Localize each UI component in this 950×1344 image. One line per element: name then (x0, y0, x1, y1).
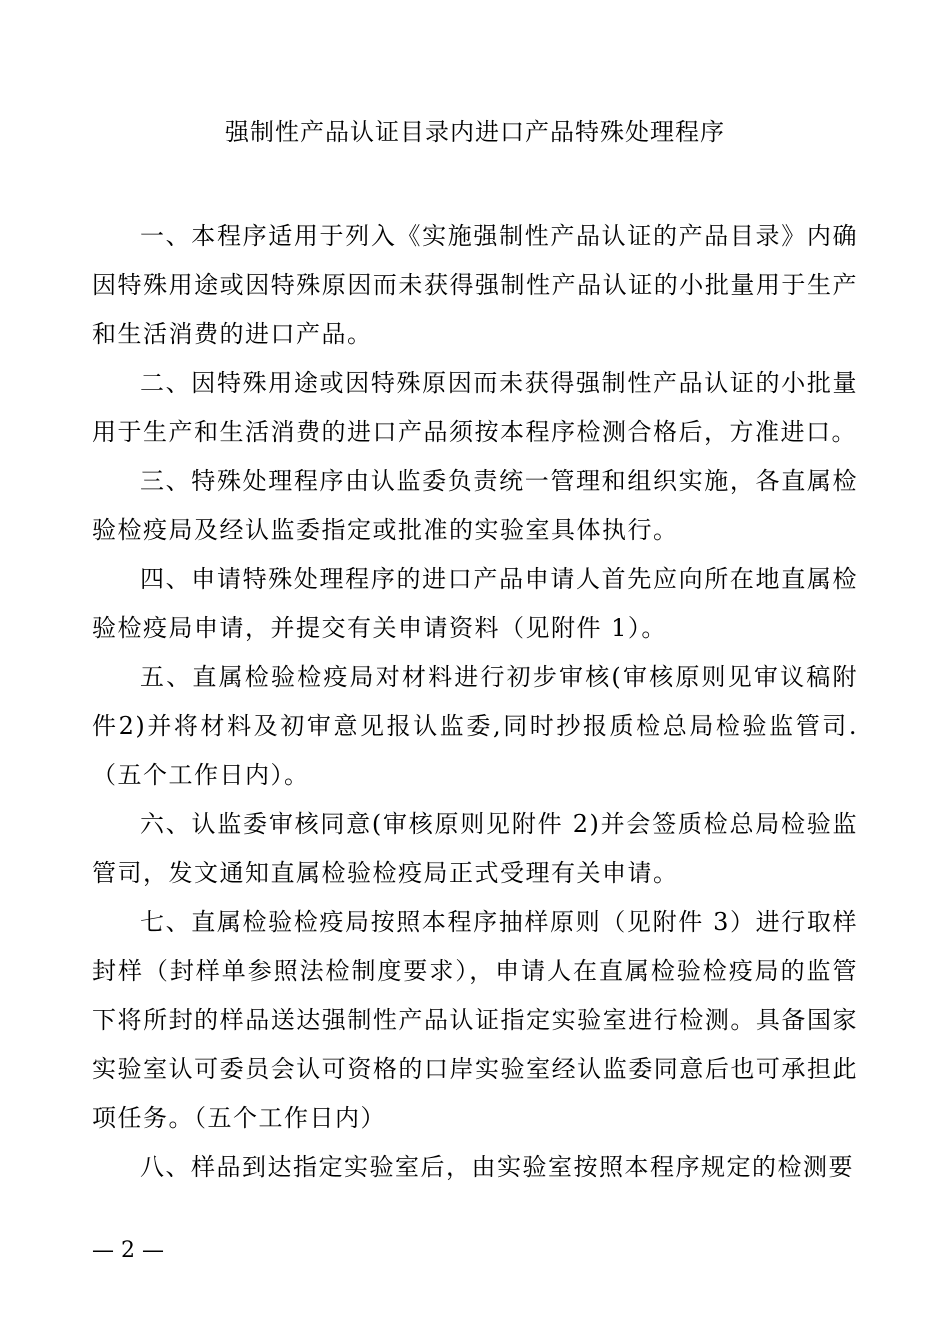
document-title: 强制性产品认证目录内进口产品特殊处理程序 (225, 118, 725, 146)
paragraph-4: 四、申请特殊处理程序的进口产品申请人首先应向所在地直属检验检疫局申请，并提交有关申请资料（见附件 1）。 (92, 565, 858, 642)
paragraph-5: 五、直属检验检疫局对材料进行初步审核(审核原则见审议稿附件2)并将材料及初审意见报认监委,同时抄报质检总局检验监管司.（五个工作日内）。 (92, 663, 858, 789)
paragraph-8: 八、样品到达指定实验室后，由实验室按照本程序规定的检测要 (140, 1153, 854, 1181)
document-body (92, 212, 858, 1192)
page-number: — 2 — (92, 1238, 164, 1263)
paragraph-6: 六、认监委审核同意(审核原则见附件 2)并会签质检总局检验监管司，发文通知直属检验检疫局正式受理有关申请。 (92, 810, 858, 887)
paragraph-3: 三、特殊处理程序由认监委负责统一管理和组织实施，各直属检验检疫局及经认监委指定或批准的实验室具体执行。 (92, 467, 858, 544)
paragraph-2: 二、因特殊用途或因特殊原因而未获得强制性产品认证的小批量用于生产和生活消费的进口产品须按本程序检测合格后，方准进口。 (92, 369, 858, 446)
paragraph-1: 一、本程序适用于列入《实施强制性产品认证的产品目录》内确因特殊用途或因特殊原因而未获得强制性产品认证的小批量用于生产和生活消费的进口产品。 (92, 222, 858, 348)
paragraph-7: 七、直属检验检疫局按照本程序抽样原则（见附件 3）进行取样封样（封样单参照法检制度要求），申请人在直属检验检疫局的监管下将所封的样品送达强制性产品认证指定实验室进行检测。具备国家实验室认可委员会认可资格的口岸实验室经认监委同意后也可承担此项任务。（五个工作日内） (92, 908, 858, 1132)
